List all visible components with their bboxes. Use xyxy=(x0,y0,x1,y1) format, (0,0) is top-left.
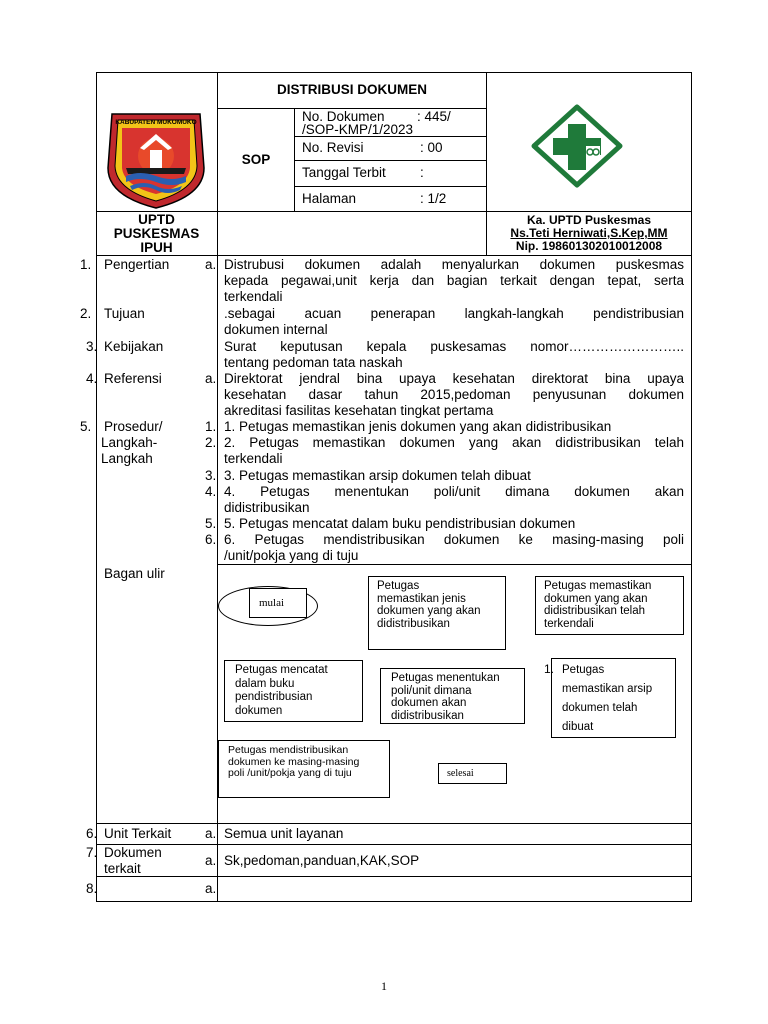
prosedur-line-4: 3. Petugas memastikan arsip dokumen telah dibuat xyxy=(224,468,531,483)
flow-box-5-line: dokumen xyxy=(235,704,283,717)
puskesmas-logo xyxy=(530,104,624,188)
revisi-label: No. Revisi xyxy=(302,140,364,155)
unit-text: Semua unit layanan xyxy=(224,826,344,841)
pengertian-line-3: terkendali xyxy=(224,289,283,304)
flow-box-3-num: 1. xyxy=(544,662,555,676)
flow-box-4-line: dokumen akan xyxy=(391,697,467,709)
flow-box-3-line: Petugas xyxy=(562,664,605,676)
doc-no-label: No. Dokumen xyxy=(302,109,385,124)
tujuan-label: Tujuan xyxy=(104,306,145,321)
pengertian-line-2: kepada pegawai,unit kerja dan bagian terkait dengan tepat, serta xyxy=(224,273,684,288)
flow-box-2 xyxy=(535,576,684,635)
pengertian-sub: a. xyxy=(205,257,217,272)
flow-box-4-line: didistribusikan xyxy=(391,709,464,722)
unit-line-1: UPTD xyxy=(138,212,175,227)
flow-box-2-line: terkendali xyxy=(544,617,594,630)
prosedur-line-7: 5. Petugas mencatat dalam buku pendistribusian dokumen xyxy=(224,516,576,531)
flow-box-1 xyxy=(368,576,506,650)
flow-box-3-line: dibuat xyxy=(562,721,594,733)
kebijakan-label: Kebijakan xyxy=(104,339,164,354)
flow-box-1-line: didistribusikan xyxy=(377,617,450,630)
kebijakan-line-1: Surat keputusan kepala puskesamas nomor…………………….. xyxy=(224,339,684,354)
terbit-label: Tanggal Terbit xyxy=(302,165,386,180)
unit-label: Unit Terkait xyxy=(104,826,172,841)
start-label: mulai xyxy=(249,588,307,618)
flow-box-1-line: memastikan jenis xyxy=(377,592,466,605)
regency-logo xyxy=(100,108,212,210)
row8-num: 8. xyxy=(86,881,98,896)
prosedur-step-num-6: 6. xyxy=(205,532,217,547)
end-label: selesai xyxy=(438,763,507,784)
halaman-value: : 1/2 xyxy=(420,191,447,206)
prosedur-label-3: Langkah xyxy=(101,451,153,466)
tujuan-line-2: dokumen internal xyxy=(224,322,328,337)
dokumen-label-1: Dokumen xyxy=(104,845,162,860)
unit-sub: a. xyxy=(205,826,217,841)
prosedur-step-num-4: 4. xyxy=(205,484,217,499)
flow-box-1-line: Petugas xyxy=(377,580,420,592)
flow-box-5 xyxy=(224,660,363,722)
flow-box-2-line: Petugas memastikan xyxy=(544,580,652,592)
dokumen-num: 7. xyxy=(86,845,98,860)
kebijakan-num: 3. xyxy=(86,339,98,354)
flow-box-5-line: dalam buku xyxy=(235,677,295,690)
flow-box-3-line: memastikan arsip xyxy=(562,683,653,695)
flow-box-1-line: dokumen yang akan xyxy=(377,605,481,617)
tujuan-num: 2. xyxy=(80,306,92,321)
prosedur-num: 5. xyxy=(80,419,92,434)
page-number: 1 xyxy=(381,979,387,993)
prosedur-line-3: terkendali xyxy=(224,451,283,466)
terbit-value: : xyxy=(420,165,424,180)
dokumen-label-2: terkait xyxy=(104,861,141,876)
document-title: DISTRIBUSI DOKUMEN xyxy=(276,82,427,97)
kebijakan-line-2: tentang pedoman tata naskah xyxy=(224,355,403,370)
prosedur-line-5: 4. Petugas menentukan poli/unit dimana dokumen akan xyxy=(224,484,684,499)
sop-label: SOP xyxy=(241,152,271,167)
referensi-num: 4. xyxy=(86,371,98,386)
halaman-label: Halaman xyxy=(302,191,357,206)
tujuan-line-1: .sebagai acuan penerapan langkah-langkah pendistribusian xyxy=(224,306,684,321)
flow-box-6-line: Petugas mendistribusikan xyxy=(228,744,349,756)
referensi-line-2: kesehatan dasar tahun 2015,pedoman penyusunan dokumen xyxy=(224,387,684,402)
flow-box-5-line: Petugas mencatat xyxy=(235,664,328,676)
prosedur-line-9: /unit/pokja yang di tuju xyxy=(224,548,359,563)
bagan-label: Bagan ulir xyxy=(104,566,165,581)
dokumen-sub: a. xyxy=(205,853,217,868)
flow-box-4-line: poli/unit dimana xyxy=(391,684,472,697)
flow-box-2-line: dokumen yang akan xyxy=(544,592,648,605)
flow-box-3-line: dokumen telah xyxy=(562,702,638,714)
doc-no-value: : 445/ xyxy=(417,109,451,124)
flow-box-6-line: poli /unit/pokja yang di tuju xyxy=(228,767,352,779)
prosedur-step-num-1: 1. xyxy=(205,419,217,434)
flow-box-4 xyxy=(380,668,525,724)
unit-line-2: PUSKESMAS xyxy=(113,226,200,241)
prosedur-label-2: Langkah- xyxy=(101,435,158,450)
flow-box-6-line: dokumen ke masing-masing xyxy=(228,755,360,768)
prosedur-line-1: 1. Petugas memastikan jenis dokumen yang akan didistribusikan xyxy=(224,419,612,434)
prosedur-line-2: 2. Petugas memastikan dokumen yang akan didistribusikan telah xyxy=(224,435,684,450)
flow-box-3 xyxy=(544,658,676,738)
pengertian-line-1: Distrubusi dokumen adalah menyalurkan dokumen puskesmas xyxy=(224,257,684,272)
sign-nip: Nip. 198601302010012008 xyxy=(515,239,663,253)
prosedur-line-6: didistribusikan xyxy=(224,500,310,515)
referensi-label: Referensi xyxy=(104,371,162,386)
sign-name: Ns.Teti Herniwati,S.Kep,MM xyxy=(510,226,668,240)
flow-box-2-line: didistribusikan telah xyxy=(544,605,646,617)
prosedur-line-8: 6. Petugas mendistribusikan dokumen ke masing-masing poli xyxy=(224,532,684,547)
referensi-line-1: Direktorat jendral bina upaya kesehatan direktorat bina upaya xyxy=(224,371,684,386)
unit-line-3: IPUH xyxy=(140,240,173,255)
referensi-line-3: akreditasi fasilitas kesehatan tingkat pertama xyxy=(224,403,494,418)
prosedur-label-1: Prosedur/ xyxy=(104,419,163,434)
prosedur-step-num-5: 5. xyxy=(205,516,217,531)
revisi-value: : 00 xyxy=(420,140,443,155)
pengertian-num: 1. xyxy=(80,257,92,272)
doc-no-value-2: /SOP-KMP/1/2023 xyxy=(302,122,414,137)
prosedur-step-num-3: 3. xyxy=(205,468,217,483)
prosedur-step-num-2: 2. xyxy=(205,435,217,450)
pengertian-label: Pengertian xyxy=(104,257,170,272)
sign-title: Ka. UPTD Puskesmas xyxy=(526,213,652,227)
unit-num: 6. xyxy=(86,826,98,841)
flow-box-5-line: pendistribusian xyxy=(235,691,313,703)
logo-text: KABUPATEN MUKOMUKO xyxy=(115,119,197,126)
flow-box-4-line: Petugas menentukan xyxy=(391,672,500,684)
flow-box-6 xyxy=(218,740,390,798)
referensi-sub: a. xyxy=(205,371,217,386)
row8-sub: a. xyxy=(205,881,217,896)
dokumen-text: Sk,pedoman,panduan,KAK,SOP xyxy=(224,853,420,868)
